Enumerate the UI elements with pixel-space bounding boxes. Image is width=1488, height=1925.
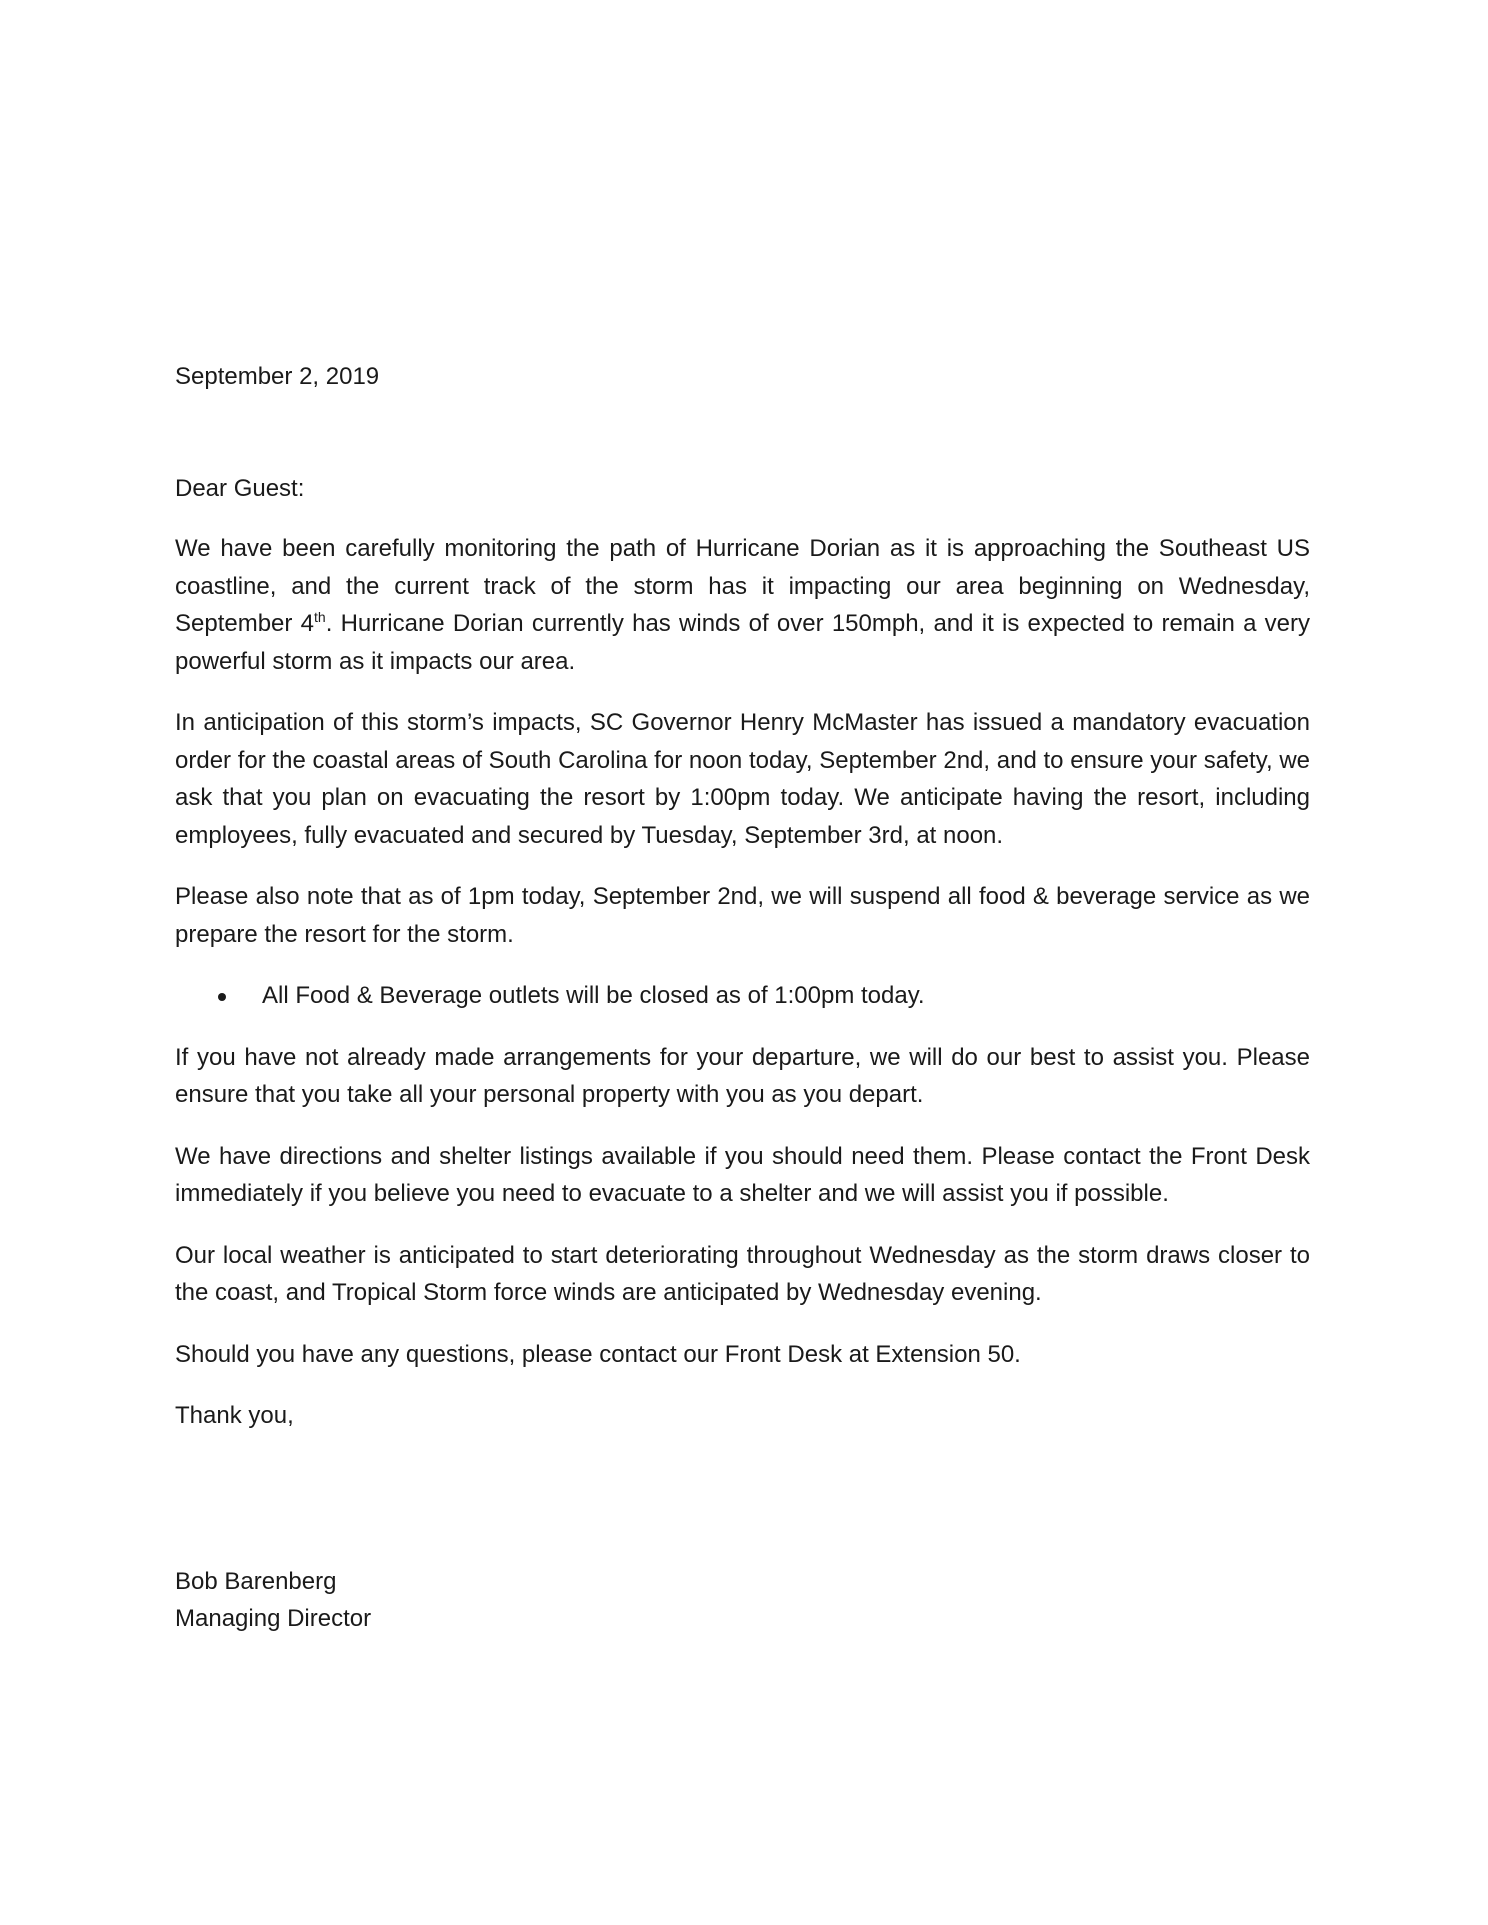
list-item (175, 977, 1310, 1015)
paragraph-hurricane-monitoring (175, 530, 1310, 680)
signature-block (175, 1563, 1310, 1638)
paragraph-text: . Hurricane Dorian currently has winds of over 150mph, and it is expected to remain a very powerful storm as it impacts our area. (175, 610, 1310, 675)
bullet-list (175, 977, 1310, 1015)
letter-body (175, 358, 1310, 1638)
letter-date: September 2, 2019 (175, 363, 380, 390)
salutation: Dear Guest: (175, 474, 305, 502)
paragraph-departure: If you have not already made arrangements for your departure, we will do our best to assist you. Please ensure that you take all your personal property with you as you depart. (175, 1043, 1310, 1108)
paragraph-weather: Our local weather is anticipated to start deteriorating throughout Wednesday as the storm draws closer to the coast, and Tropical Storm force winds are anticipated by Wednesday evening. (175, 1241, 1310, 1306)
paragraph-text: We have been carefully monitoring the path of Hurricane Dorian as it is approaching the Southeast US coastline, and the current track of the storm has it impacting our area beginning on Wednesday, September 4 (175, 535, 1310, 637)
closing: Thank you, (175, 1402, 294, 1429)
paragraph-questions: Should you have any questions, please contact our Front Desk at Extension 50. (175, 1340, 1021, 1368)
signer-name: Bob Barenberg (175, 1567, 337, 1595)
paragraph-evacuation-order: In anticipation of this storm’s impacts, SC Governor Henry McMaster has issued a mandatory evacuation order for the coastal areas of South Carolina for noon today, September 2nd, and to ensure your safety, we ask that you plan on evacuating the resort by 1:00pm today. We anticipate having the resort, including employees, fully evacuated and secured by Tuesday, September 3rd, at noon. (175, 709, 1310, 849)
ordinal-suffix: th (314, 609, 326, 625)
signer-title: Managing Director (175, 1605, 372, 1632)
bullet-icon (218, 993, 226, 1001)
list-item-text: All Food & Beverage outlets will be closed as of 1:00pm today. (262, 982, 925, 1009)
paragraph-shelter: We have directions and shelter listings available if you should need them. Please contact the Front Desk immediately if you believe you need to evacuate to a shelter and we will assist you if possible. (175, 1142, 1310, 1207)
paragraph-food-beverage: Please also note that as of 1pm today, September 2nd, we will suspend all food & beverage service as we prepare the resort for the storm. (175, 883, 1310, 948)
